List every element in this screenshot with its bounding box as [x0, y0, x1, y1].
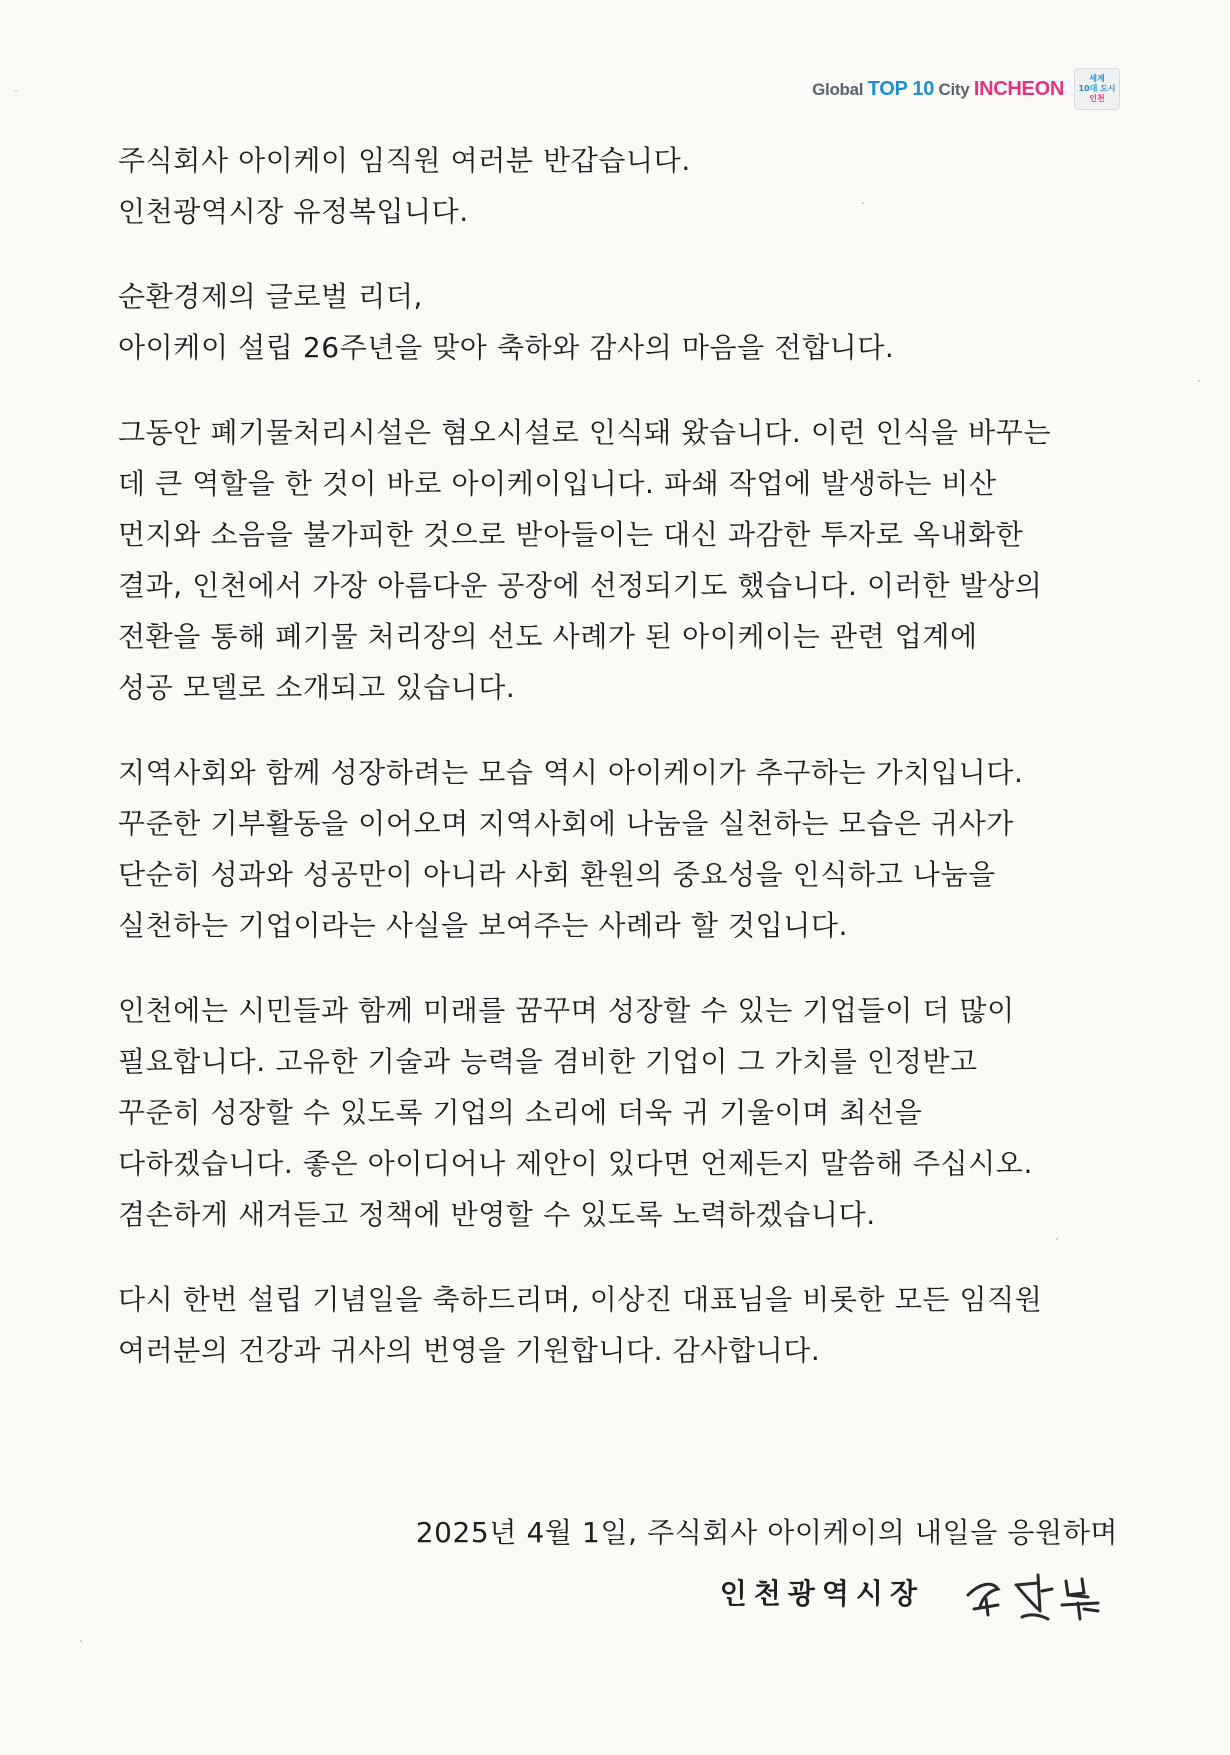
- greeting-paragraph: 주식회사 아이케이 임직원 여러분 반갑습니다. 인천광역시장 유정복입니다.: [118, 144, 691, 228]
- signature-line: [416, 1565, 1118, 1623]
- badge-line-1: 세계: [1089, 74, 1105, 83]
- paper-speck: [1198, 380, 1200, 382]
- handwritten-signature: [958, 1565, 1118, 1623]
- paper-speck: [80, 1640, 82, 1642]
- paper-speck: [15, 90, 17, 92]
- achievement-paragraph: 그동안 폐기물처리시설은 혐오시설로 인식돼 왔습니다. 이런 인식을 바꾸는 데 큰 역할을 한 것이 바로 아이케이입니다. 파쇄 작업에 발생하는 비산 먼지와 소음을 불가피한 것으로 받아들이는 대신 과감한 투자로 옥내화한 결과, 인천에서 가장 아름다운 공장에 선정되기도 했습니다. 이러한 발상의 전환을 통해 폐기물 처리장의 선도 사례가 된 아이케이는 관련 업계에 성공 모델로 소개되고 있습니다.: [118, 416, 1052, 704]
- logo-incheon: INCHEON: [973, 77, 1064, 100]
- congratulation-paragraph: 순환경제의 글로벌 리더, 아이케이 설립 26주년을 맞아 축하와 감사의 마음을 전합니다.: [118, 280, 895, 364]
- badge-line-2: 10대 도시: [1078, 84, 1116, 93]
- closing-block: [416, 1507, 1118, 1623]
- mayor-title: 인천광역시장: [719, 1577, 924, 1610]
- commitment-paragraph: 인천에는 시민들과 함께 미래를 꿈꾸며 성장할 수 있는 기업들이 더 많이 필요합니다. 고유한 기술과 능력을 겸비한 기업이 그 가치를 인정받고 꾸준히 성장할 수 있도록 기업의 소리에 더욱 귀 기울이며 최선을 다하겠습니다. 좋은 아이디어나 제안이 있다면 언제든지 말씀해 주십시오. 겸손하게 새겨듣고 정책에 반영할 수 있도록 노력하겠습니다.: [118, 994, 1033, 1231]
- logo-badge: [1074, 68, 1120, 110]
- community-paragraph: 지역사회와 함께 성장하려는 모습 역시 아이케이가 추구하는 가치입니다. 꾸준한 기부활동을 이어오며 지역사회에 나눔을 실천하는 모습은 귀사가 단순히 성과와 성공만이 아니라 사회 환원의 중요성을 인식하고 나눔을 실천하는 기업이라는 사실을 보여주는 사례라 할 것입니다.: [118, 756, 1024, 942]
- closing-paragraph: 다시 한번 설립 기념일을 축하드리며, 이상진 대표님을 비롯한 모든 임직원 여러분의 건강과 귀사의 번영을 기원합니다. 감사합니다.: [118, 1283, 1043, 1367]
- logo-wordmark: [812, 78, 1064, 101]
- logo-top10: TOP 10: [867, 77, 935, 100]
- date-line: 2025년 4월 1일, 주식회사 아이케이의 내일을 응원하며: [415, 1516, 1118, 1549]
- letter-body: [118, 135, 1118, 1400]
- incheon-logo: [812, 68, 1120, 110]
- logo-global: Global: [812, 79, 864, 99]
- logo-city: City: [938, 79, 970, 99]
- badge-line-3: 인천: [1089, 94, 1105, 103]
